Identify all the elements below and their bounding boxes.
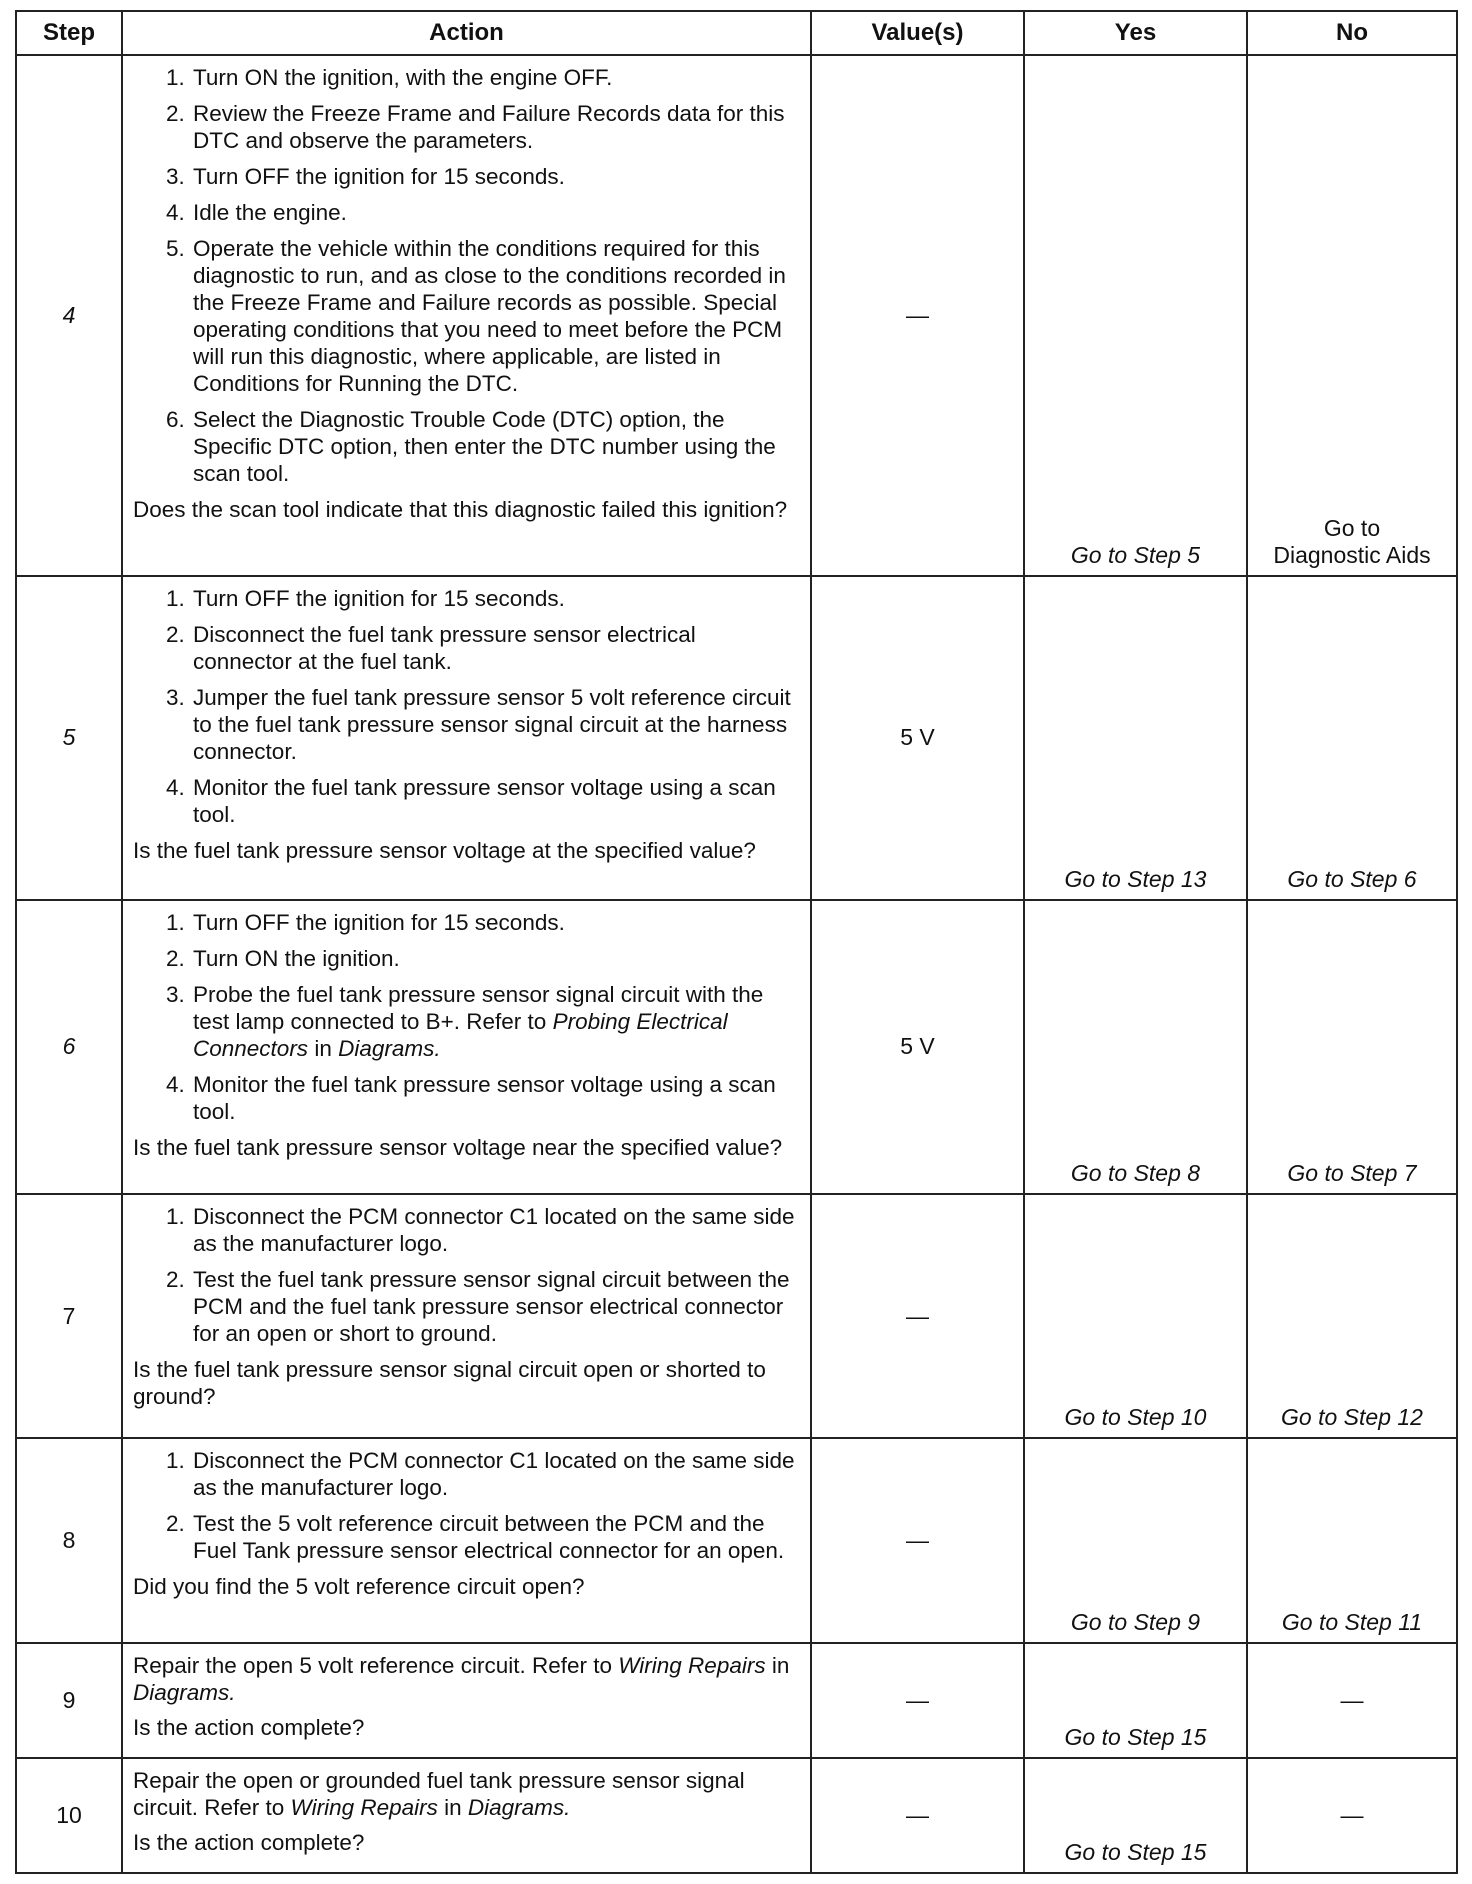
list-item: 5. Operate the vehicle within the conditions required for this diagnostic to run, and as close to the conditions recorded in the Freeze Frame and Failure records as possible. Special operating conditions that you need to meet before the PCM will run this diagnostic, where applicable, are listed in Conditions for Running the DTC.	[191, 235, 800, 397]
list-item: 2. Review the Freeze Frame and Failure Records data for this DTC and observe the parameters.	[191, 100, 800, 154]
para-text: Repair the open 5 volt reference circuit. Refer to	[133, 1652, 619, 1678]
item-text: Probe the fuel tank pressure sensor signal circuit with the test lamp connected to B+. Refer to	[193, 981, 764, 1034]
no-cell: —	[1247, 1758, 1457, 1873]
action-steps-list	[133, 1203, 800, 1347]
action-cell	[122, 576, 811, 900]
value-cell: —	[811, 1643, 1024, 1758]
question: Is the fuel tank pressure sensor voltage at the specified value?	[133, 838, 756, 864]
table-row	[16, 1643, 1457, 1758]
step-number: 8	[16, 1438, 122, 1642]
step-number: 10	[16, 1758, 122, 1873]
para-text: in	[765, 1652, 790, 1678]
table-row	[16, 55, 1457, 576]
para-text: in	[437, 1794, 468, 1820]
action-steps-list	[133, 585, 800, 828]
list-item: 1. Turn OFF the ignition for 15 seconds.	[191, 909, 800, 936]
yes-cell: Go to Step 5	[1024, 55, 1247, 576]
yes-cell: Go to Step 13	[1024, 576, 1247, 900]
step-number: 7	[16, 1194, 122, 1439]
no-cell: Go to Step 12	[1247, 1194, 1457, 1439]
value-cell: 5 V	[811, 900, 1024, 1194]
list-item: 1. Disconnect the PCM connector C1 located on the same side as the manufacturer logo.	[191, 1447, 800, 1501]
list-item: 2. Test the fuel tank pressure sensor signal circuit between the PCM and the fuel tank pressure sensor electrical connector for an open or short to ground.	[191, 1266, 800, 1347]
no-text-line: Diagnostic Aids	[1273, 542, 1431, 569]
header-yes: Yes	[1024, 11, 1247, 55]
no-cell	[1247, 55, 1457, 576]
no-cell: Go to Step 6	[1247, 576, 1457, 900]
header-action: Action	[122, 11, 811, 55]
value-cell: —	[811, 1438, 1024, 1642]
action-steps-list	[133, 64, 800, 487]
step-number: 4	[16, 55, 122, 576]
question: Is the action complete?	[133, 1714, 365, 1740]
list-item: 3. Jumper the fuel tank pressure sensor 5 volt reference circuit to the fuel tank pressure sensor signal circuit at the harness connector.	[191, 684, 800, 765]
table-row	[16, 576, 1457, 900]
value-cell: —	[811, 1194, 1024, 1439]
list-item: 1. Turn ON the ignition, with the engine OFF.	[191, 64, 800, 91]
reference-link-text: Wiring Repairs	[290, 1794, 438, 1820]
question: Is the action complete?	[133, 1829, 365, 1855]
reference-link-text: Diagrams.	[338, 1035, 441, 1061]
step-number: 9	[16, 1643, 122, 1758]
yes-cell: Go to Step 10	[1024, 1194, 1247, 1439]
para-text: Repair the open or grounded fuel tank pressure sensor signal circuit. Refer to	[133, 1767, 745, 1820]
table-row	[16, 1438, 1457, 1642]
action-cell	[122, 55, 811, 576]
list-item: 2. Turn ON the ignition.	[191, 945, 800, 972]
list-item: 1. Disconnect the PCM connector C1 located on the same side as the manufacturer logo.	[191, 1203, 800, 1257]
question: Is the fuel tank pressure sensor signal circuit open or shorted to ground?	[133, 1356, 766, 1409]
list-item: 4. Monitor the fuel tank pressure sensor voltage using a scan tool.	[191, 774, 800, 828]
no-cell: Go to Step 11	[1247, 1438, 1457, 1642]
step-number: 6	[16, 900, 122, 1194]
no-cell: Go to Step 7	[1247, 900, 1457, 1194]
action-paragraph	[133, 1652, 800, 1706]
table-row	[16, 1194, 1457, 1439]
action-steps-list	[133, 1447, 800, 1564]
value-cell: 5 V	[811, 576, 1024, 900]
yes-cell: Go to Step 15	[1024, 1758, 1247, 1873]
header-no: No	[1247, 11, 1457, 55]
list-item: 2. Test the 5 volt reference circuit between the PCM and the Fuel Tank pressure sensor electrical connector for an open.	[191, 1510, 800, 1564]
header-values: Value(s)	[811, 11, 1024, 55]
table-row	[16, 1758, 1457, 1873]
reference-link-text: Diagrams.	[133, 1679, 236, 1705]
action-paragraph	[133, 1767, 800, 1821]
table-row	[16, 900, 1457, 1194]
list-item: 1. Turn OFF the ignition for 15 seconds.	[191, 585, 800, 612]
step-number: 5	[16, 576, 122, 900]
diagnostic-table	[15, 10, 1458, 1874]
action-cell	[122, 1438, 811, 1642]
yes-cell: Go to Step 9	[1024, 1438, 1247, 1642]
no-cell: —	[1247, 1643, 1457, 1758]
value-cell: —	[811, 1758, 1024, 1873]
list-item	[191, 981, 800, 1062]
list-item: 4. Idle the engine.	[191, 199, 800, 226]
reference-link-text: Diagrams.	[467, 1794, 571, 1820]
action-cell	[122, 1194, 811, 1439]
action-steps-list	[133, 909, 800, 1125]
no-text-line: Go to	[1323, 515, 1381, 542]
reference-link-text: Probing Electrical Connectors	[193, 1008, 728, 1061]
list-item: 2. Disconnect the fuel tank pressure sensor electrical connector at the fuel tank.	[191, 621, 800, 675]
question: Did you find the 5 volt reference circuit open?	[133, 1574, 585, 1600]
question: Does the scan tool indicate that this diagnostic failed this ignition?	[133, 496, 788, 522]
reference-link-text: Wiring Repairs	[618, 1652, 766, 1678]
list-item: 4. Monitor the fuel tank pressure sensor voltage using a scan tool.	[191, 1071, 800, 1125]
action-cell	[122, 1643, 811, 1758]
question: Is the fuel tank pressure sensor voltage near the specified value?	[133, 1134, 783, 1160]
list-item: 3. Turn OFF the ignition for 15 seconds.	[191, 163, 800, 190]
header-step: Step	[16, 11, 122, 55]
yes-cell: Go to Step 15	[1024, 1643, 1247, 1758]
action-cell	[122, 900, 811, 1194]
header-row	[16, 11, 1457, 55]
value-cell: —	[811, 55, 1024, 576]
yes-cell: Go to Step 8	[1024, 900, 1247, 1194]
action-cell	[122, 1758, 811, 1873]
list-item: 6. Select the Diagnostic Trouble Code (DTC) option, the Specific DTC option, then enter the DTC number using the scan tool.	[191, 406, 800, 487]
item-text: in	[308, 1035, 339, 1061]
